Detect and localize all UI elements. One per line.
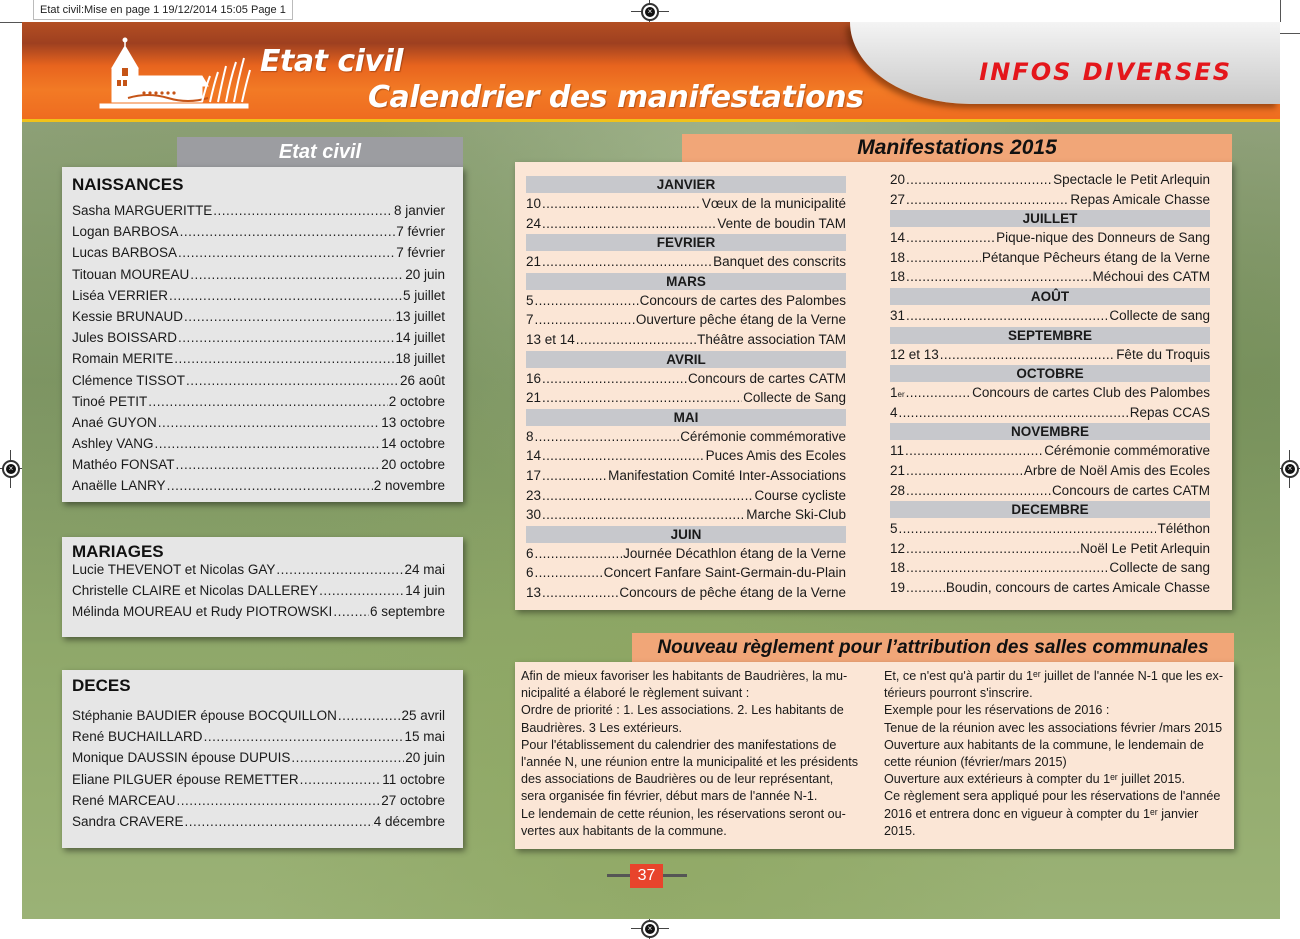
dot-leader (333, 604, 369, 619)
event-name: Arbre de Noël Amis des Ecoles (1023, 462, 1210, 478)
title-etat-civil: Etat civil (260, 44, 404, 79)
entry-name: Romain MERITE (72, 351, 174, 367)
event-row: 1 er ..... Concours de cartes Club des Palombes (890, 383, 1210, 403)
event-day: 24 (526, 215, 542, 231)
dot-leader (167, 478, 373, 493)
entry-name: Lucie THEVENOT et Nicolas GAY (72, 562, 276, 577)
reglement-panel (515, 662, 1234, 849)
entry-name: Christelle CLAIRE et Nicolas DALLEREY (72, 583, 319, 598)
event-row (890, 578, 1210, 598)
entry-name: Jules BOISSARD (72, 330, 178, 346)
dot-leader (535, 291, 639, 311)
event-day: 6 (526, 565, 534, 581)
dot-leader (542, 388, 742, 408)
event-row (526, 486, 846, 506)
event-row (890, 403, 1210, 423)
event-row (890, 248, 1210, 268)
dot-leader (906, 383, 971, 403)
event-day: 4 (890, 404, 898, 420)
dot-leader (906, 248, 981, 268)
dot-leader (213, 203, 393, 218)
dot-leader (906, 461, 1023, 481)
entry-date: 13 octobre (381, 414, 445, 430)
manifestations-panel (515, 162, 1232, 610)
event-row (526, 544, 846, 564)
text-line: Exemple pour les réservations de 2016 : (884, 703, 1110, 718)
list-item (72, 373, 445, 394)
entry-date: 20 juin (405, 266, 445, 282)
dot-leader (155, 436, 381, 451)
entry-name: Tinoé PETIT (72, 393, 148, 409)
event-name: Concours de cartes Club des Palombes (972, 385, 1210, 401)
entry-name: Logan BARBOSA (72, 224, 179, 240)
event-row (526, 194, 846, 214)
event-row (526, 505, 846, 525)
event-row (890, 461, 1210, 481)
entry-date: 4 décembre (373, 813, 445, 829)
event-day: 14 (526, 448, 542, 464)
dot-leader (338, 708, 401, 723)
event-day: 1 (890, 385, 898, 401)
event-row (526, 466, 846, 486)
reglement-text-right (884, 668, 1229, 840)
event-row (526, 214, 846, 234)
entry-name: Anaëlle LANRY (72, 478, 166, 494)
text-line: nicipalité a élaboré le règlement suivant : (521, 686, 750, 701)
dot-leader (542, 486, 753, 506)
text-line: Pour l'établissement du calendrier des manifestations de (521, 737, 837, 752)
event-name: Boudin, concours de cartes Amicale Chasse (945, 579, 1210, 595)
section-tag: INFOS DIVERSES (979, 58, 1232, 86)
entry-name: Mélinda MOUREAU et Rudy PIOTROWSKI (72, 604, 333, 619)
event-name: Téléthon (1157, 521, 1210, 537)
list-item (72, 436, 445, 457)
reglement-title: Nouveau règlement pour l’attribution des salles communales (632, 633, 1234, 662)
event-row (890, 481, 1210, 501)
list-item (72, 729, 445, 750)
dot-leader (576, 330, 696, 350)
event-name: Concours de cartes CATM (687, 370, 846, 386)
entry-name: Sandra CRAVERE (72, 813, 184, 829)
month-header: MAI (526, 409, 846, 426)
event-name: Pétanque Pêcheurs étang de la Verne (981, 249, 1210, 265)
event-name: Méchoui des CATM (1092, 269, 1210, 285)
event-day: 30 (526, 507, 542, 523)
month-header: NOVEMBRE (890, 423, 1210, 440)
event-row (526, 330, 846, 350)
list-item (72, 309, 445, 330)
church-and-reeds-logo-icon (98, 36, 258, 116)
deces-list (72, 708, 445, 835)
entry-date: 26 août (399, 372, 445, 388)
dot-leader (542, 252, 712, 272)
list-item (72, 351, 445, 372)
list-item (72, 750, 445, 771)
event-row (890, 306, 1210, 326)
event-row (890, 441, 1210, 461)
event-name: Collecte de sang (1109, 307, 1210, 323)
entry-date: 18 juillet (395, 351, 445, 367)
event-name: Marche Ski-Club (746, 507, 846, 523)
dot-leader (542, 583, 618, 603)
text-line: Tenue de la réunion avec les associations février /mars 2015 (884, 720, 1223, 735)
dot-leader (177, 793, 381, 808)
entry-name: René BUCHAILLARD (72, 729, 203, 745)
entry-name: Mathéo FONSAT (72, 457, 175, 473)
deces-heading: DECES (72, 676, 131, 695)
calendar-column-right (890, 170, 1210, 598)
event-day: 13 et 14 (526, 331, 575, 347)
dot-leader (906, 578, 945, 598)
event-name: Concours de cartes des Palombes (639, 292, 846, 308)
entry-date: 11 octobre (382, 771, 445, 787)
registration-mark-icon: × (1279, 458, 1300, 480)
event-day: 21 (890, 462, 906, 478)
text-line: Afin de mieux favoriser les habitants de Baudrières, la mu- (521, 669, 848, 683)
event-row (526, 291, 846, 311)
event-day: 21 (526, 390, 542, 406)
crop-mark (1280, 0, 1281, 22)
deces-panel (62, 670, 463, 848)
month-header: SEPTEMBRE (890, 327, 1210, 344)
text-line: térieurs pourront s'inscrire. (884, 686, 1033, 701)
event-row (890, 558, 1210, 578)
naissances-heading: NAISSANCES (72, 175, 184, 194)
list-item (72, 203, 445, 224)
entry-date: 2 octobre (388, 393, 445, 409)
entry-name: René MARCEAU (72, 792, 176, 808)
event-row (526, 446, 846, 466)
list-item (72, 708, 445, 729)
dot-leader (535, 544, 623, 564)
dot-leader (899, 519, 1157, 539)
dot-leader (535, 427, 680, 447)
month-header: DECEMBRE (890, 501, 1210, 518)
event-day: 10 (526, 196, 542, 211)
event-name: Concours de pêche étang de la Verne (619, 584, 846, 600)
month-header: JUIN (526, 526, 846, 543)
text-line: Le lendemain de cette réunion, les réservations seront ou- (521, 806, 846, 821)
month-header: AOÛT (890, 288, 1210, 305)
entry-date: 20 octobre (381, 457, 445, 473)
event-day: 18 (890, 269, 906, 285)
naissances-panel (62, 167, 463, 502)
event-row (890, 228, 1210, 248)
registration-mark-icon: × (639, 1, 661, 23)
event-day: 16 (526, 370, 542, 386)
month-header: AVRIL (526, 351, 846, 368)
list-item (72, 583, 445, 604)
text-line: 2015. (884, 823, 916, 838)
list-item (72, 604, 445, 625)
event-name: Concours de cartes CATM (1051, 482, 1210, 498)
event-name: Spectacle le Petit Arlequin (1053, 172, 1210, 187)
dot-leader (174, 351, 394, 366)
event-row (526, 563, 846, 583)
event-row (526, 388, 846, 408)
event-name: Cérémonie commémorative (1044, 443, 1210, 459)
event-name: Puces Amis des Ecoles (705, 448, 846, 464)
entry-date: 25 avril (401, 708, 445, 723)
list-item (72, 288, 445, 309)
crop-mark (0, 22, 22, 23)
dot-leader (906, 267, 1091, 287)
event-day: 11 (890, 443, 905, 459)
reglement-text-left (521, 668, 866, 840)
entry-name: Monique DAUSSIN épouse DUPUIS (72, 750, 291, 766)
event-day: 6 (526, 545, 534, 561)
entry-name: Titouan MOUREAU (72, 266, 190, 282)
event-day: 5 (890, 521, 898, 537)
event-row (526, 369, 846, 389)
event-day: 19 (890, 579, 906, 595)
event-name: Ouverture pêche étang de la Verne (635, 312, 846, 328)
event-row (890, 539, 1210, 559)
entry-name: Ashley VANG (72, 436, 154, 452)
dot-leader (906, 228, 995, 248)
event-name: Vœux de la municipalité (701, 196, 846, 211)
dot-leader (542, 214, 716, 234)
list-item (72, 394, 445, 415)
list-item (72, 415, 445, 436)
event-row (890, 190, 1210, 210)
event-row (890, 345, 1210, 365)
dot-leader (542, 369, 687, 389)
calendar-column-left (526, 175, 846, 603)
list-item (72, 224, 445, 245)
event-name: Manifestation Comité Inter-Associations (608, 467, 846, 483)
event-name: Vente de boudin TAM (717, 215, 846, 231)
mariages-heading: MARIAGES (72, 542, 164, 561)
entry-date: 15 mai (404, 729, 445, 745)
entry-date: 8 janvier (393, 203, 445, 218)
month-header: JANVIER (526, 176, 846, 193)
entry-name: Clémence TISSOT (72, 372, 186, 388)
dot-leader (542, 466, 607, 486)
event-day: 18 (890, 249, 906, 265)
event-name: Pique-nique des Donneurs de Sang (996, 230, 1210, 246)
dot-leader (185, 814, 373, 829)
entry-date: 5 juillet (402, 287, 445, 303)
list-item (72, 330, 445, 351)
dot-leader (190, 267, 404, 282)
entry-name: Stéphanie BAUDIER épouse BOCQUILLON (72, 708, 337, 723)
event-day: 28 (890, 482, 906, 498)
event-row (526, 252, 846, 272)
entry-date: 20 juin (405, 750, 445, 766)
entry-date: 6 septembre (369, 604, 445, 619)
dot-leader (906, 170, 1052, 190)
entry-name: Eliane PILGUER épouse REMETTER (72, 771, 299, 787)
event-name: Noël Le Petit Arlequin (1080, 540, 1210, 556)
event-day: 31 (890, 307, 906, 323)
dot-leader (906, 481, 1051, 501)
event-name: Repas CCAS (1129, 404, 1210, 420)
event-day: 7 (526, 312, 534, 328)
dot-leader (899, 403, 1129, 423)
text-line: 2016 et entrera donc en vigueur à compter du 1ᵉʳ janvier (884, 806, 1199, 821)
list-item (72, 793, 445, 814)
list-item (72, 814, 445, 835)
event-day: 27 (890, 191, 906, 207)
mariages-panel (62, 537, 463, 637)
dot-leader (906, 190, 1069, 210)
text-line: Ouverture aux habitants de la commune, le lendemain de (884, 737, 1204, 752)
event-day: 14 (890, 230, 906, 246)
naissances-list (72, 203, 445, 500)
entry-date: 27 octobre (381, 792, 445, 808)
entry-name: Lucas BARBOSA (72, 245, 178, 261)
event-name: Concert Fanfare Saint-Germain-du-Plain (603, 565, 846, 581)
dot-leader (940, 345, 1115, 365)
event-name: Collecte de Sang (743, 390, 846, 406)
event-day: 17 (526, 467, 542, 483)
month-header: FEVRIER (526, 234, 846, 251)
dot-leader (319, 583, 404, 598)
dot-leader (178, 330, 394, 345)
event-day: 13 (526, 584, 542, 600)
entry-name: Liséa VERRIER (72, 287, 169, 303)
dot-leader (176, 457, 381, 472)
event-day: 21 (526, 254, 542, 270)
dot-leader (542, 194, 701, 214)
text-line: cette réunion (février/mars 2015) (884, 755, 1067, 770)
dot-leader (184, 309, 394, 324)
etat-civil-tab: Etat civil (177, 137, 463, 167)
event-day: 12 et 13 (890, 346, 939, 362)
dot-leader (542, 446, 705, 466)
event-day: 12 (890, 540, 906, 556)
event-name: Théâtre association TAM (697, 331, 846, 347)
event-name: Collecte de sang (1109, 560, 1210, 576)
month-header: MARS (526, 273, 846, 290)
text-line: des associations de Baudrières ou de leur représentant, (521, 772, 834, 787)
event-row (890, 170, 1210, 190)
list-item (72, 457, 445, 478)
event-day: 20 (890, 172, 906, 187)
dot-leader (158, 415, 380, 430)
list-item (72, 267, 445, 288)
manifestations-title: Manifestations 2015 (682, 134, 1232, 162)
list-item (72, 562, 445, 583)
event-name: Fête du Troquis (1116, 346, 1210, 362)
dot-leader (300, 772, 382, 787)
dot-leader (906, 539, 1079, 559)
entry-date: 7 février (396, 224, 445, 240)
mariages-list (72, 562, 445, 625)
event-day: 5 (526, 292, 534, 308)
event-day: 18 (890, 560, 906, 576)
text-line: Ordre de priorité : 1. Les associations. 2. Les habitants de (521, 703, 844, 718)
entry-name: Kessie BRUNAUD (72, 308, 184, 324)
text-line: Baudrières. 3 Les extérieurs. (521, 720, 683, 735)
crop-mark (1280, 33, 1300, 34)
dot-leader (204, 729, 404, 744)
entry-date: 7 février (396, 245, 445, 261)
dot-leader (905, 441, 1043, 461)
dot-leader (148, 394, 387, 409)
entry-name: Sasha MARGUERITTE (72, 203, 213, 218)
dot-leader (535, 310, 635, 330)
print-slug: Etat civil:Mise en page 1 19/12/2014 15:05 Page 1 (33, 0, 293, 20)
page (22, 22, 1280, 919)
event-row (526, 310, 846, 330)
dot-leader (186, 373, 399, 388)
event-name: Course cycliste (754, 487, 846, 503)
month-header: OCTOBRE (890, 365, 1210, 382)
text-line: vertes aux habitants de la commune. (521, 823, 727, 838)
dot-leader (291, 750, 404, 765)
entry-date: 14 octobre (381, 436, 445, 452)
dot-leader (906, 306, 1108, 326)
event-name: Banquet des conscrits (713, 254, 846, 270)
entry-date: 14 juin (405, 583, 445, 598)
text-line: Ce règlement sera appliqué pour les réservations de l'année (884, 789, 1221, 804)
dot-leader (906, 558, 1108, 578)
event-day: 8 (526, 428, 534, 444)
text-line: Et, ce n'est qu'à partir du 1ᵉʳ juillet de l'année N-1 que les ex- (884, 669, 1224, 683)
registration-mark-icon: × (639, 918, 661, 939)
text-line: l'année N, une réunion entre la municipalité et les présidents (521, 755, 859, 770)
header-banner (22, 22, 1280, 122)
dot-leader (276, 562, 403, 577)
entry-date: 13 juillet (395, 308, 445, 324)
entry-date: 24 mai (404, 562, 445, 577)
entry-date: 14 juillet (395, 330, 445, 346)
dot-leader (535, 563, 603, 583)
title-calendrier: Calendrier des manifestations (368, 80, 864, 115)
text-line: sera organisée fin février, début mars de l'année N-1. (521, 789, 818, 804)
entry-date: 2 novembre (373, 478, 445, 494)
event-row (890, 519, 1210, 539)
event-row (890, 267, 1210, 287)
event-day: 23 (526, 487, 542, 503)
event-name: Cérémonie commémorative (680, 428, 846, 444)
text-line: Ouverture aux extérieurs à compter du 1ᵉʳ juillet 2015. (884, 772, 1186, 787)
event-name: Journée Décathlon étang de la Verne (623, 545, 846, 561)
event-row (526, 427, 846, 447)
dot-leader (169, 288, 402, 303)
month-header: JUILLET (890, 210, 1210, 227)
list-item (72, 772, 445, 793)
entry-name: Anaé GUYON (72, 414, 157, 430)
page-number: 37 (630, 864, 663, 888)
dot-leader (178, 245, 395, 260)
registration-mark-icon: × (0, 458, 22, 480)
event-row (526, 583, 846, 603)
dot-leader (180, 224, 396, 239)
list-item (72, 245, 445, 266)
event-name: Repas Amicale Chasse (1070, 191, 1210, 207)
list-item (72, 478, 445, 499)
dot-leader (542, 505, 745, 525)
